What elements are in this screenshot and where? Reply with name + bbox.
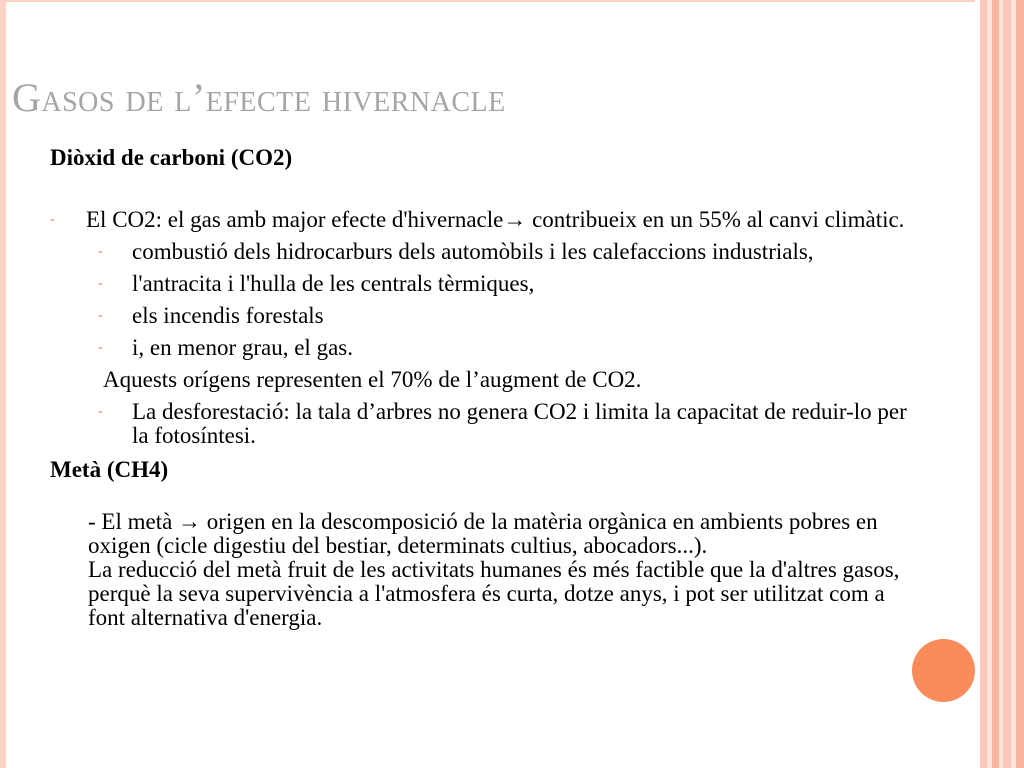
ch4-paragraph-origin: - El metà → origen en la descomposició de la matèria orgànica en ambients pobres en oxigen (cicle digestiu del bestiar, determinats cultius, abocadors...).: [88, 509, 878, 558]
co2-sub-bullet-text: combustió dels hidrocarburs dels automòbils i les calefaccions industrials,: [132, 239, 814, 264]
co2-sub-bullet-text: l'antracita i l'hulla de les centrals tèrmiques,: [132, 271, 535, 296]
slide-title: Gasos de l’efecte hivernacle: [12, 75, 506, 120]
slide-content: [50, 146, 920, 630]
ch4-paragraph-reduction: La reducció del metà fruit de les activitats humanes és més factible que la d'altres gasos, perquè la seva supervivència a l'atmosfera és curta, dotze anys, i pot ser utilitzat com a font alternativa d'energia.: [88, 557, 900, 630]
co2-sub-bullet: [50, 272, 920, 296]
co2-origins-note: Aquests orígens representen el 70% de l’augment de CO2.: [103, 367, 642, 392]
slide-frame-left: [0, 0, 6, 768]
co2-deforestation-text: La desforestació: la tala d’arbres no genera CO2 i limita la capacitat de reduir-lo per la fotosíntesi.: [132, 399, 907, 448]
bullet-dash: -: [98, 276, 103, 291]
co2-sub-bullet: [50, 240, 920, 264]
co2-sub-bullet-text: els incendis forestals: [132, 303, 324, 328]
decorative-circle: [912, 639, 975, 702]
bullet-dash: -: [50, 212, 55, 227]
ch4-heading: Metà (CH4): [50, 457, 169, 482]
co2-deforestation-bullet: [50, 400, 920, 448]
co2-sub-bullet-text: i, en menor grau, el gas.: [132, 335, 353, 360]
bullet-dash: -: [98, 244, 103, 259]
decorative-stripes: [975, 0, 1024, 768]
co2-sub-bullet: [50, 304, 920, 328]
co2-heading: Diòxid de carboni (CO2): [50, 145, 293, 170]
co2-sub-bullet: [50, 336, 920, 360]
co2-main-bullet: [50, 208, 920, 232]
bullet-dash: -: [98, 404, 103, 419]
bullet-dash: -: [98, 308, 103, 323]
co2-main-text: El CO2: el gas amb major efecte d'hivernacle→ contribueix en un 55% al canvi climàtic.: [86, 207, 905, 232]
bullet-dash: -: [98, 340, 103, 355]
slide-frame-top: [0, 0, 1024, 2]
ch4-description: [50, 510, 920, 630]
